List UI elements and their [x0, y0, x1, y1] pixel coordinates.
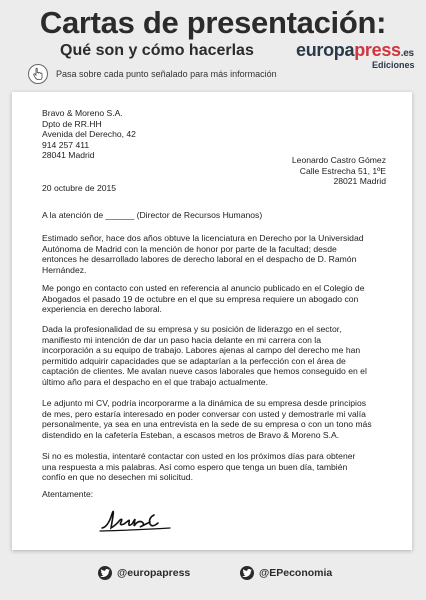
brand-name-part-a: europa [296, 40, 355, 60]
sender-line: 914 257 411 [42, 139, 90, 150]
page-title: Cartas de presentación: [39, 5, 387, 40]
brand-name-part-b: press [354, 40, 401, 60]
paragraph-line: experiencia en derecho laboral. [42, 304, 162, 315]
paragraph-line: último año para el despacho en el que trabajo actualmente. [42, 376, 268, 387]
social-link-europapress[interactable] [98, 566, 190, 580]
paragraph-line: captación de clientes. Me avalan nueve casos laborales que hemos conseguido en el [42, 366, 367, 377]
paragraph-line: Estimado señor, hace dos años obtuve la licenciatura en Derecho por la Universidad [42, 233, 364, 243]
sender-line: Bravo & Moreno S.A. [42, 108, 123, 118]
brand-logo[interactable] [296, 40, 414, 61]
social-handle: @EPeconomia [259, 566, 333, 579]
hand-pointer-icon [28, 64, 48, 84]
signature[interactable] [98, 506, 198, 541]
paragraph-line: Le adjunto mi CV, podría incorporarme a la dinámica de su empresa desde principios [42, 398, 367, 408]
twitter-bird-icon [240, 566, 254, 580]
recipient-line: Leonardo Castro Gómez [291, 155, 386, 165]
paragraph-line: una respuesta a mis palabras. Así como espero que tenga un buen día, también [42, 461, 348, 472]
social-handle: @europapress [117, 566, 191, 579]
sender-line: Dpto de RR.HH [42, 118, 102, 129]
paragraph-line: Si no es molestia, intentaré contactar con usted en los próximos días para obtener [42, 451, 356, 461]
hint-text: Pasa sobre cada punto señalado para más información [56, 69, 277, 79]
paragraph-line: distendido en la cafetería Esteban, a escasos metros de Bravo & Moreno S.A. [42, 429, 340, 440]
brand-tld: .es [400, 48, 414, 59]
letter-paragraph[interactable] [42, 283, 382, 315]
letter-attention: A la atención de ______ (Director de Recursos Humanos) [42, 210, 263, 220]
header [0, 0, 426, 82]
paragraph-line: de mes, pero estaría interesado en poder conversar con usted y demostrarle mi valía [42, 408, 366, 419]
recipient-line: 28021 Madrid [333, 176, 386, 187]
letter-paper [12, 92, 412, 550]
paragraph-line: Autónoma de Madrid con la mención de honor por parte de la facultad; desde [42, 243, 337, 254]
letter-paragraph[interactable] [42, 451, 382, 483]
paragraph-line: entonces he desarrollado labores de derecho laboral en el despacho de D. Ramón [42, 254, 357, 265]
paragraph-line: personalmente, ya sea en una entrevista en la sede de su empresa o con un tono más [42, 419, 372, 430]
letter-closing[interactable]: Atentamente: [42, 489, 94, 499]
sender-line: 28041 Madrid [42, 150, 95, 161]
paragraph-line: Me pongo en contacto con usted en referencia al anuncio publicado en el Colegio de [42, 283, 365, 293]
sender-address [42, 108, 136, 161]
recipient-address [292, 155, 386, 187]
paragraph-line: Dada la profesionalidad de su empresa y su posición de liderazgo en el sector, [42, 324, 342, 334]
letter-paragraph[interactable] [42, 398, 387, 440]
paragraph-line: Abogados el pasado 19 de octubre en el que su empresa requiere un abogado con [42, 293, 359, 304]
paragraph-line: permitido adquirir capacidades que se adaptarían a la perfección con el área de [42, 355, 346, 366]
page-subtitle: Qué son y cómo hacerlas [60, 42, 254, 59]
recipient-line: Calle Estrecha 51, 1ºE [299, 165, 386, 176]
social-link-epeconomia[interactable] [240, 566, 332, 580]
paragraph-line: manifiesto mi intención de dar un paso hacia delante en mi carrera con la [42, 334, 321, 345]
brand-subtitle: Ediciones [372, 60, 415, 70]
sender-line: Avenida del Derecho, 42 [42, 129, 136, 140]
twitter-bird-icon [98, 566, 112, 580]
letter-paragraph[interactable] [42, 324, 382, 388]
paragraph-line: incorporación a su equipo de trabajo. Labores ajenas al campo del derecho me han [42, 345, 361, 356]
paragraph-line: Hernández. [42, 264, 87, 275]
paragraph-line: confío en que no desechen mi solicitud. [42, 472, 193, 483]
letter-date: 20 octubre de 2015 [42, 183, 117, 193]
footer [0, 560, 426, 588]
letter-paragraph[interactable] [42, 233, 382, 275]
